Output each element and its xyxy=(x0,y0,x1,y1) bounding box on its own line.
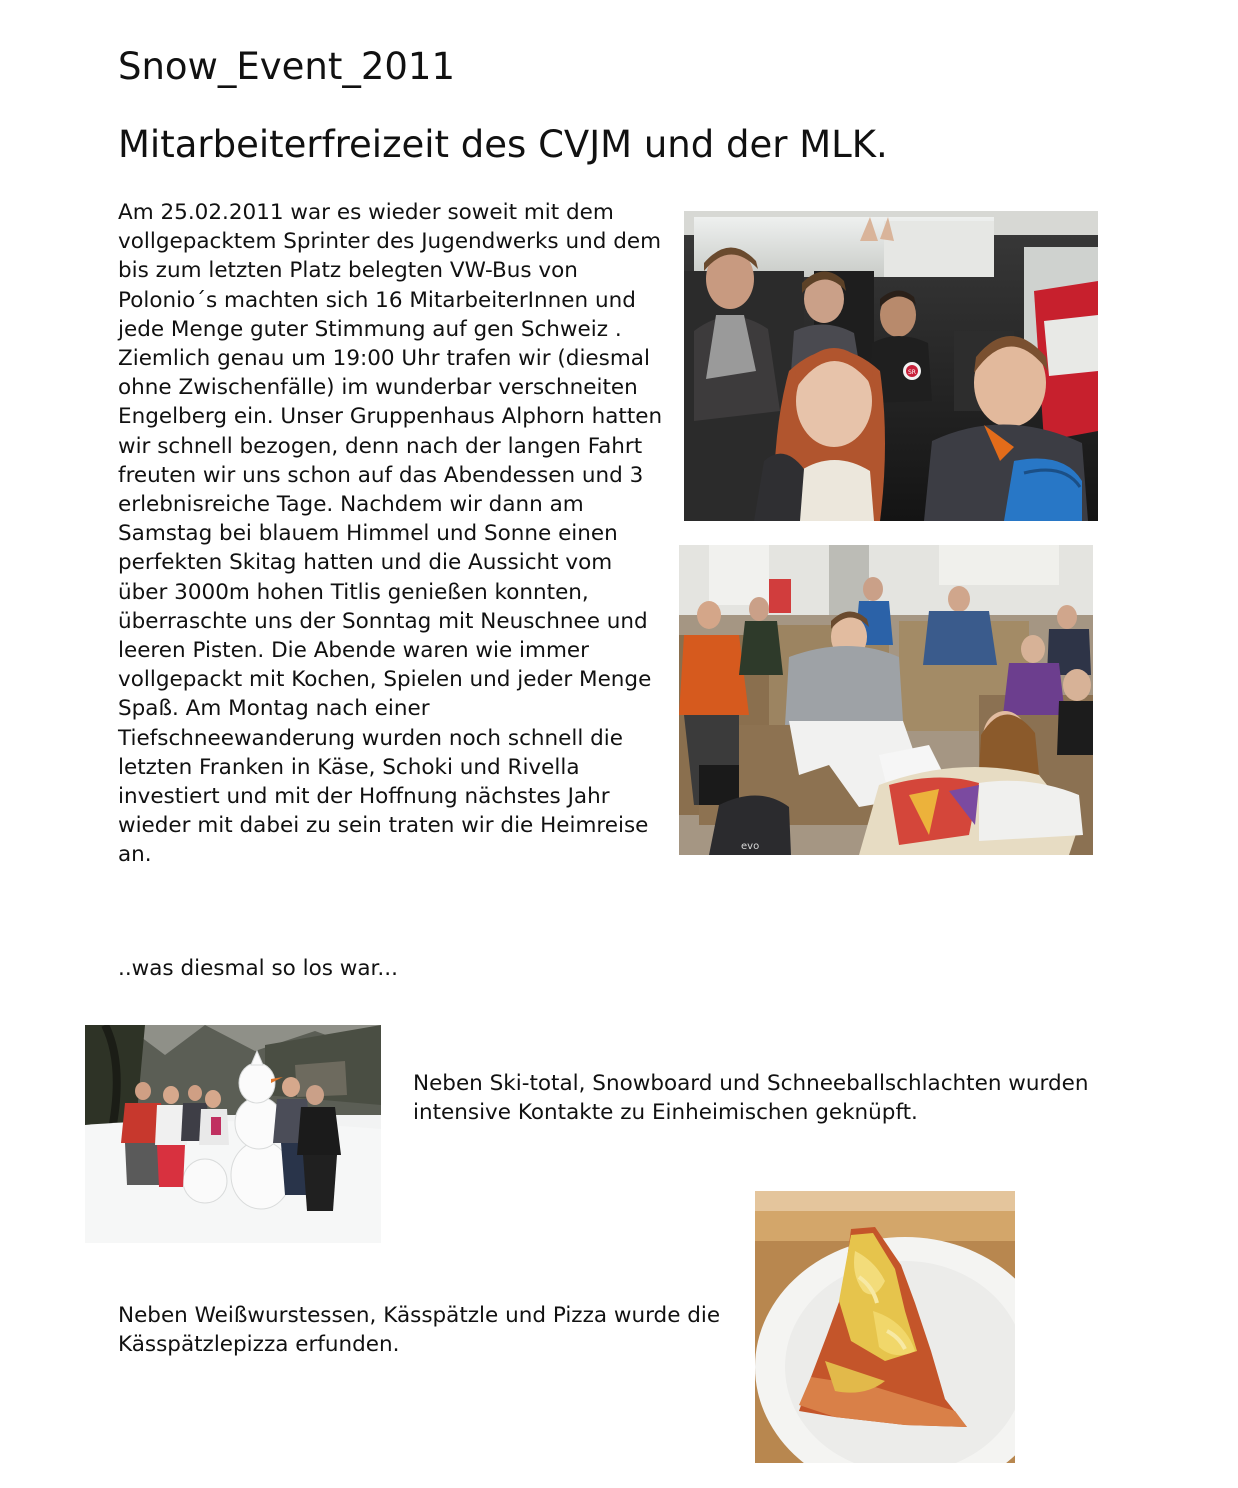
caption-snow xyxy=(413,1069,1088,1127)
intro-line: Spaß. Am Montag nach einer xyxy=(118,696,430,722)
caption-pizza-line: Kässpätzlepizza erfunden. xyxy=(118,1332,400,1357)
intro-line: vollgepackt mit Kochen, Spielen und jeder Menge xyxy=(118,667,652,693)
intro-line: jede Menge guter Stimmung auf gen Schweiz . xyxy=(118,316,622,342)
intro-line: Tiefschneewanderung wurden noch schnell die xyxy=(118,725,624,751)
photo-pizza xyxy=(755,1191,1015,1463)
caption-pizza xyxy=(118,1301,720,1359)
intro-line: investiert und mit der Hoffnung nächstes Jahr xyxy=(118,784,610,810)
intro-line: erlebnisreiche Tage. Nachdem wir dann am xyxy=(118,492,584,518)
page-title: Snow_Event_2011 xyxy=(118,45,455,88)
intro-line: wieder mit dabei zu sein traten wir die Heimreise xyxy=(118,813,649,839)
intro-line: über 3000m hohen Titlis genießen konnten, xyxy=(118,579,589,605)
intro-paragraph xyxy=(118,198,688,870)
intro-line: bis zum letzten Platz belegten VW-Bus von xyxy=(118,258,578,284)
lounge-photo-bag-text: evo xyxy=(741,841,760,852)
intro-line: Samstag bei blauem Himmel und Sonne einen xyxy=(118,521,618,547)
page-subtitle: Mitarbeiterfreizeit des CVJM und der MLK. xyxy=(118,123,888,166)
photo-bus-group xyxy=(684,211,1098,521)
caption-pizza-line: Neben Weißwurstessen, Kässpätzle und Pizza wurde die xyxy=(118,1303,721,1328)
intro-line: perfekten Skitag hatten und die Aussicht vom xyxy=(118,550,613,576)
intro-line: an. xyxy=(118,842,152,868)
bus-photo-badge-text: SR xyxy=(908,369,916,376)
intro-line: freuten wir uns schon auf das Abendessen und 3 xyxy=(118,462,644,488)
intro-line: Engelberg ein. Unser Gruppenhaus Alphorn hatten xyxy=(118,404,663,430)
intro-line: überraschte uns der Sonntag mit Neuschnee und xyxy=(118,608,648,634)
intro-line: wir schnell bezogen, denn nach der langen Fahrt xyxy=(118,433,643,459)
intro-line: Ziemlich genau um 19:00 Uhr trafen wir (diesmal xyxy=(118,346,650,372)
intro-line: Am 25.02.2011 war es wieder soweit mit dem xyxy=(118,200,614,225)
intro-line: Polonio´s machten sich 16 MitarbeiterInnen und xyxy=(118,287,636,313)
intro-line: leeren Pisten. Die Abende waren wie immer xyxy=(118,638,589,664)
photo-snowman-group xyxy=(85,1025,381,1243)
intro-line: ohne Zwischenfälle) im wunderbar verschneiten xyxy=(118,375,638,401)
intro-line: letzten Franken in Käse, Schoki und Rivella xyxy=(118,754,580,780)
intro-line: vollgepacktem Sprinter des Jugendwerks und dem xyxy=(118,229,662,255)
photo-lounge-group xyxy=(679,545,1093,855)
section-heading: ..was diesmal so los war... xyxy=(118,956,398,981)
caption-snow-line: intensive Kontakte zu Einheimischen geknüpft. xyxy=(413,1100,918,1125)
caption-snow-line: Neben Ski-total, Snowboard und Schneeballschlachten wurden xyxy=(413,1071,1089,1096)
